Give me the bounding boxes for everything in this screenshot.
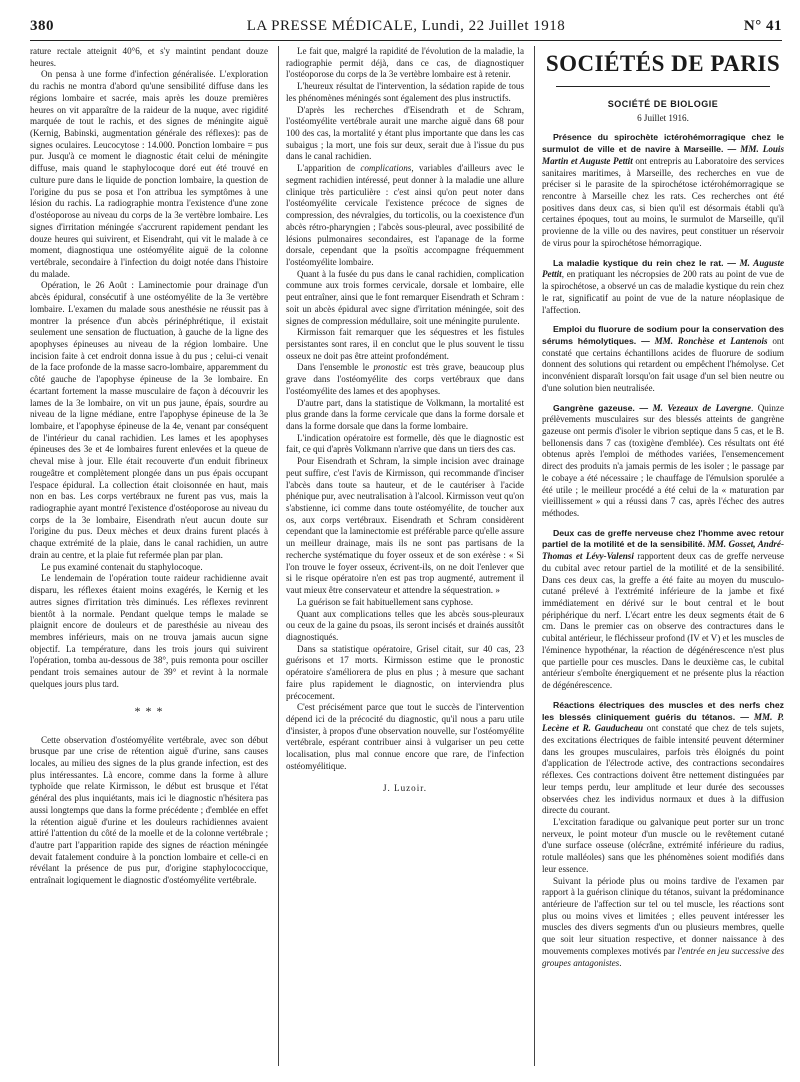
paragraph: Le fait que, malgré la rapidité de l'évolution de la maladie, la radiographie permit déjà, dans ce cas, de diagnostiquer l'ostéoporose du corps de la 3e vertèbre lombaire est à retenir. [286, 46, 524, 80]
article-authors: M. Vezeaux de Lavergne [652, 402, 752, 413]
article-authors: MM. Gosset, André-Thomas et Lévy-Valensi [542, 539, 784, 562]
text-run: L'apparition de [297, 163, 361, 174]
column-rule [278, 46, 279, 1066]
paragraph: rature rectale atteignit 40°6, et s'y maintint pendant douze heures. [30, 46, 268, 68]
page-header [30, 14, 782, 41]
paragraph: L'excitation faradique ou galvanique peut porter sur un tronc nerveux, le point moteur d'un muscle ou le revêtement cutané d'une surface osseuse (olécrâne, extrémité inférieure du radius, rotule malléoles) sans que les phénomènes soient modifiés dans leur essence. [542, 816, 784, 874]
society-name: SOCIÉTÉ DE BIOLOGIE [607, 99, 719, 109]
paragraph: Quant à la fusée du pus dans le canal rachidien, complication commune aux trois formes cervicale, dorsale et lombaire, elle peut entraîner, ainsi que le font remarquer Eisendrath et Schram : soit un abcès épidural avec signe d'irritation méningée, soit des signes de compression médullaire, soit une méningite purulente. [286, 268, 524, 326]
article-heading: Réactions électriques des muscles et des nerfs chez les blessés cliniquement guéris du tétanos. — [542, 699, 784, 722]
article [542, 258, 784, 317]
article-heading: Gangrène gazeuse. — [553, 402, 649, 413]
paragraph: On pensa à une forme d'infection généralisée. L'exploration du rachis ne montra d'abord qu'une sensibilité diffuse dans les régions lombaire et sacrée, mais après les douze premières heures on vit apparaître de la raideur de la nuque, avec rigidité marquée de tout le rachis, et des signes de méningite aiguë (Kernig, Babinski, augmentation générale des réflexes): pas de signes oculaires. Leucocytose : 14.000. Ponction lombaire = pus pur. Jusqu'à ce moment le diagnostic était celui de méningite diffuse, mais quand le staphylocoque doré eut été trouvé en culture pure dans le liquide de ponction lombaire, la question de l'origine du pus se posa et l'on attribua les symptômes à une lésion du rachis. La radiographie montra l'existence d'une zone d'ostéoporose au niveau du corps de la 3e vertèbre lombaire. Les signes d'irritation méningée s'accrurent rapidement pendant les douze heures qui suivirent, et Eisendraht, qui vit le malade à ce moment, diagnostiqua une ostéomyélite aiguë de la colonne vertébrale, secondaire à l'infection du doigt notée dans l'histoire du malade. [30, 69, 268, 279]
article-body: ont entrepris au Laboratoire des services sanitaires maritimes, à Marseille, des recherches en vue de préciser si le parasite de la spirochétose ictérohémorragique se rencontre à Marseille chez les rats. Ces recherches ont été positives dans deux cas, si bien qu'il est désormais établi qu'à certaines époques, tout au moins, le surmulot de Marseille, qu'il provienne de la ville ou des navires, peut constituer un réservoir de virus pour la spirochétose hémorragique. [542, 155, 785, 248]
article-authors: MM. Ronchèse et Lantenois [654, 335, 768, 346]
article-heading: Emploi du fluorure de sodium pour la conservation des sérums hémolytiques. — [542, 324, 784, 346]
title-rule [556, 86, 770, 87]
paragraph: Le pus examiné contenait du staphylocoque. [41, 561, 203, 572]
column-1 [30, 46, 268, 887]
text-run: est très grave, beaucoup plus grave dans l'ostéomyélite des corps vertébraux que dans l'ostéomyélite des lames et des apophyses. [286, 362, 524, 396]
journal-title: LA PRESSE MÉDICALE, Lundi, 22 Juillet 1918 [246, 18, 566, 34]
article-heading: Présence du spirochète ictérohémorragique chez le surmulot de ville et de navire à Marseille. — [542, 132, 784, 155]
article [542, 700, 784, 817]
article-heading: Deux cas de greffe nerveuse chez l'homme avec retour partiel de la motilité et de la sensibilité. [542, 527, 784, 550]
paragraph: L'indication opératoire est formelle, dès que le diagnostic est fait, ce qui d'après Volkmann n'arrive que dans un tiers des cas. [286, 432, 524, 455]
article-body: ont constaté que certains échantillons acides de fluorure de sodium donnent des solutions qui retardent ou empêchent l'hémolyse. Cet inconvénient disparaît lorsqu'on fait usage d'un sel bien neutre ou d'une solution bien neutralisée. [542, 335, 784, 393]
text-run: Suivant la période plus ou moins tardive de l'examen par rapport à la guérison clinique du tétanos, suivant la prédominance antérieure de l'affection sur tel ou tel muscle, les réactions sont plus ou moins vives et limitées ; elles peuvent intéresser les muscles des divers segments d'un ou plusieurs membres, quelle que soit leur situation respective, et donner naissance à des mouvements complexes motivés par [542, 875, 784, 956]
paragraph: Opération, le 26 Août : Laminectomie pour drainage d'un abcès épidural, consécutif à une ostéomyélite de la 3e vertèbre lombaire. L'examen du malade sous anesthésie ne réussit pas à montrer la présence d'un abcès périnéphrétique, il existait seulement une sensation de fluctuation, à gauche de la ligne des apophyses épineuses au niveau de la région lombaire. Une incision faite à cet endroit donna issue à du pus ; celui-ci venait de la face profonde de la masse sacro-lombaire, apparemment du côté gauche de l'apophyse épineuse de la 3e lombaire. En écartant fortement la masse musculaire de façon à découvrir les lames de la 3e lombaire, on vit un pus jaune, épais, sourdre au niveau de la ligne médiane, entre l'apophyse épineuse de la 3e lombaire, et l'apophyse épineuse de la 4e, venant par conséquent de l'intérieur du canal rachidien. Les lames et les apophyses épineuses des 3e et 4e lombaires furent enlevées et la queue de cheval mise à jour. Elle était recouverte d'un enduit fibrineux rougeâtre et complètement plongée dans un pus épais occupant l'espace épidural. La collection était cloisonnée en haut, mais non en bas. Les corps vertébraux ne furent pas vus, mais la radiographie ayant montré l'existence d'ostéoporose au niveau du corps de la 3e lombaire, Eisendrath n'eut aucun doute sur l'origine du pus. Deux mèches et deux drains furent placés à chaque extrémité de la plaie, dans le canal rachidien, un autre drain au centre, et la plaie fut refermée plan par plan. [30, 280, 268, 560]
emphasis: complications [360, 163, 412, 174]
article-authors: M. Auguste Pettit [542, 257, 785, 280]
section-separator: * * * [134, 703, 164, 718]
article [542, 132, 784, 249]
issue-number: N° 41 [743, 18, 782, 34]
article-body: ont constaté que chez de tels sujets, des excitations électriques de faible intensité peuvent déterminer dans les groupes musculaires, parfois très éloignés du point d'application de l'électrode active, des contractions secondaires réflexes. Ces contractions doivent être nettement distinguées par leur temps perdu, leur amplitude et leur durée des secousses observées chez les individus normaux et dues à la diffusion directe du courant. [542, 723, 784, 816]
article [542, 324, 784, 394]
paragraph: La guérison se fait habituellement sans cyphose. [297, 596, 474, 607]
page-number: 380 [30, 18, 54, 34]
paragraph: Kirmisson fait remarquer que les séquestres et les fistules persistantes sont rares, il en conclut que le plus souvent le tissu osseux ne doit pas être atteint profondément. [286, 327, 524, 361]
paragraph: Pour Eisendrath et Schram, la simple incision avec drainage peut suffire, c'est l'avis de Kirmisson, qui recommande d'inciser l'abcès dans toute sa hauteur, et de le cautériser à l'acide phénique pur, avec neutralisation à l'alcool. Kirmisson veut qu'on s'abstienne, ici comme dans toute ostéomyélite, de toucher aux os, aux corps vertébraux. Eisendrath et Schram considèrent cependant que la laminectomie est préférable parce qu'elle assure un meilleur drainage, mais ils ne sont pas partisans de la recherche systématique du foyer osseux et de son exérèse : « Si l'on trouve le foyer osseux, écrivent-ils, on ne doit l'enlever que si le risque opératoire n'en est pas trop augmenté, autrement il vaut mieux être conservateur et attendre la séquestration. » [286, 456, 524, 596]
text-run: . [619, 957, 622, 968]
paragraph: L'heureux résultat de l'intervention, la sédation rapide de tous les phénomènes méningés sont également des plus instructifs. [286, 81, 524, 103]
paragraph [542, 876, 784, 970]
article-authors: MM. P. Lecène et R. Gauducheau [542, 711, 785, 734]
article [542, 403, 784, 520]
column-2 [286, 46, 524, 794]
paragraph: Dans sa statistique opératoire, Grisel citait, sur 40 cas, 23 guérisons et 17 morts. Kirmisson estime que le pronostic opératoire s'améliorera de plus en plus ; à mesure que sachant faire plus rapidement le diagnostic, on interviendra plus précocement. [286, 643, 524, 701]
paragraph: Le lendemain de l'opération toute raideur rachidienne avait disparu, les réflexes étaient moins exagérés, le Kernig et les autres signes d'irritation très diminués. Les réflexes revinrent bientôt à la normale. Pendant quelque temps le malade se plaignit encore de douleurs et de paresthésie au niveau des membres inférieurs, mais on ne trouva jamais aucun signe objectif. La température, dans les trois jours qui suivirent l'opération, tomba au-dessous de 38°, puis remonta pour osciller pendant trois semaines autour de 39° et revint à la normale quelques jours plus tard. [30, 573, 268, 689]
text-run: Dans l'ensemble le [297, 362, 374, 373]
emphasis: l'entrée en jeu successive des groupes antagonistes [542, 945, 784, 968]
column-rule [534, 46, 535, 1066]
section-title: SOCIÉTÉS DE PARIS [545, 51, 781, 76]
emphasis: pronostic [373, 362, 408, 373]
article-body: rapportent deux cas de greffe nerveuse du cubital avec retour partiel de la motilité et de la sensibilité. Dans ces deux cas, la greffe a été faite au moyen du musculo-cutané prélevé à l'extrémité inférieure de la jambe et fixé immédiatement en dérivé sur le bout central et le bout périphérique du nerf. L'écart entre les deux segments était de 6 cm. Dans le premier cas on observe des contractures dans le cubital antérieur, le fléchisseur profond (IV et V) et les muscles de l'éminence hypothénar, la réaction de dégénérescence n'est plus que partielle pour ces muscles. Dans le deuxième cas, le cubital antérieur s'emboîte énergiquement et ne présente plus la réaction de dégénérescence. [542, 551, 784, 691]
article-authors: MM. Louis Martin et Auguste Pettit [542, 144, 784, 166]
session-date: 6 Juillet 1916. [637, 112, 689, 123]
article-body: , en pratiquant les nécropsies de 200 rats au point de vue de la spirochétose, a observé un cas de maladie kystique du rein chez le rat, significatif au point de vue de la nature néoplasique de l'affection. [542, 269, 784, 315]
paragraph: D'après les recherches d'Eisendrath et de Schram, l'ostéomyélite vertébrale aurait une marche aiguë dans 68 pour 100 des cas, la mortalité y étant plus importante que dans les cas subaigus ; la mort, une fois sur deux, serait due à l'issue du pus dans le canal rachidien. [286, 104, 524, 162]
paragraph: C'est précisément parce que tout le succès de l'intervention dépend ici de la précocité du diagnostic, qu'il nous a paru utile d'insister, à propos d'une observation nouvelle, sur l'ostéomyélite vertébrale, espérant contribuer ainsi à vulgariser un peu cette localisation, plus mal connue encore que rare, de l'infection ostéomyélitique. [286, 702, 524, 771]
author-signature: J. Luzoir. [382, 782, 428, 793]
paragraph: Quant aux complications telles que les abcès sous-pleuraux ou ceux de la gaine du psoas, ils seront incisés et drainés aussitôt diagnostiqués. [286, 608, 524, 642]
article-heading: La maladie kystique du rein chez le rat. — [553, 257, 736, 268]
paragraph: Cette observation d'ostéomyélite vertébrale, avec son début brusque par une crise de rétention aiguë d'urine, sans causes locales, au milieu des signes de la plus grande infection, est des plus intéressantes. Là encore, comme dans la forme à allure typhoïde que relate Kirmisson, le début est brusque et l'état général des plus inquiétants, mais ici le diagnostic n'hésitera pas aussi longtemps que dans la forme précédente ; d'emblée en effet la rétention aiguë d'urine et les douleurs rachidiennes avaient attiré l'attention du côté de la moelle et de la colonne vertébrale ; d'autre part l'apparition rapide des signes de réaction méningée devait fatalement conduire à la ponction lombaire et celle-ci en révélant la présence de pus pur, d'origine staphylococcique, entraînait logiquement le diagnostic d'ostéomyélite vertébrale. [30, 734, 268, 886]
article-body: . Quinze prélèvements musculaires sur des blessés atteints de gangrène gazeuse ont permis d'isoler le vibrion septique dans 5 cas, et le B. bellonensis dans 7 cas (toxigène d'emblée). Ces résultats ont été obtenus après l'emploi de méthodes variées, l'ensemencement direct des produits n'a jamais permis de les isoler ; le passage par le cobaye a été nécessaire ; le chauffage de l'émulsion sporulée a été utile ; le meilleur procédé a été celui de la « maturation par vieillissement » qui a réussi dans 7 cas, après l'échec des autres méthodes. [542, 402, 784, 518]
paragraph: D'autre part, dans la statistique de Volkmann, la mortalité est plus grande dans la forme cervicale que dans la forme dorsale et dans la forme dorsale que dans la forme lombaire. [286, 397, 524, 431]
article [542, 528, 784, 692]
column-3 [542, 46, 784, 969]
paragraph [286, 163, 524, 268]
text-run: , variables d'ailleurs avec le segment rachidien intéressé, peut donner à la maladie une allure clinique très particulière : c'est ainsi qu'on peut noter dans l'ostéomyélite cervicale l'existence précoce de signes de compression, des névralgies, du torticolis, ou la coexistence d'un abcès rétro-pharyngien ; l'abcès sous-pleural, avec possibilité de lésions pulmonaires secondaires, est l'apanage de la forme dorsale, cependant que la psoïtis accompagne fréquemment l'ostéomyélite lombaire. [286, 163, 524, 267]
paragraph [286, 362, 524, 397]
